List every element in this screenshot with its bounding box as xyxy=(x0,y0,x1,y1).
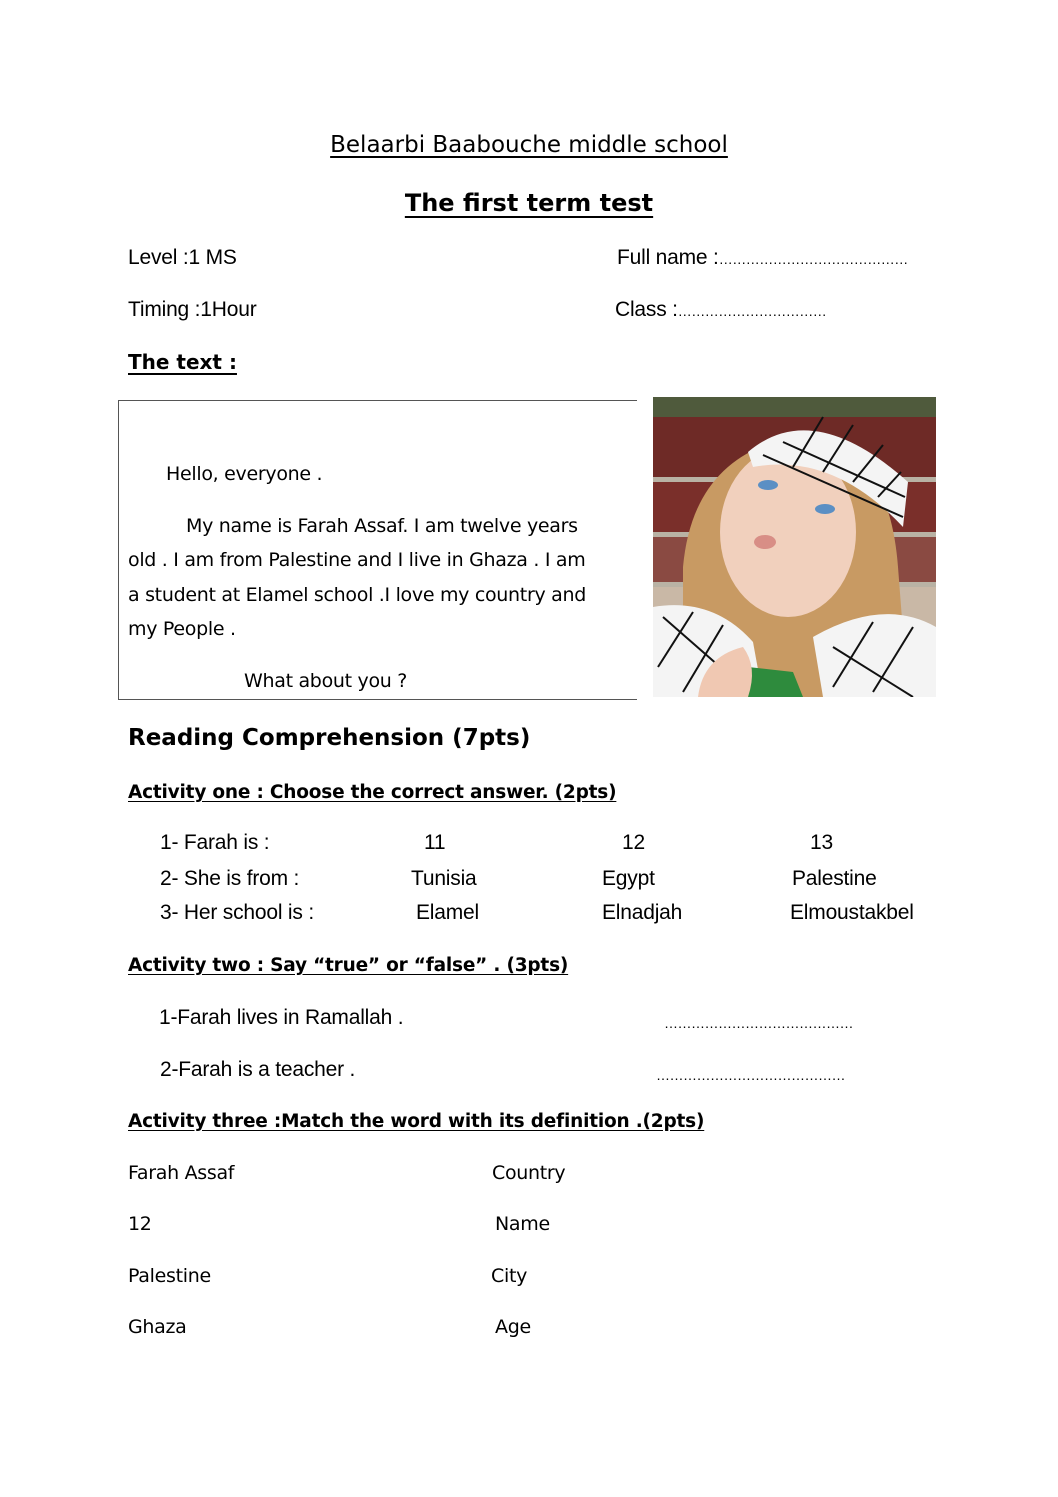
answer-option[interactable]: 11 xyxy=(424,831,446,854)
answer-option[interactable]: Tunisia xyxy=(411,867,477,890)
answer-option[interactable]: Palestine xyxy=(792,867,877,890)
level-label: Level :1 MS xyxy=(128,246,237,269)
statement-text: 2-Farah is a teacher . xyxy=(160,1058,356,1081)
answer-blank[interactable]: …………………………………… xyxy=(664,1015,853,1031)
reading-comprehension-heading: Reading Comprehension (7pts) xyxy=(128,725,531,751)
answer-option[interactable]: Elmoustakbel xyxy=(790,901,914,924)
match-word[interactable]: Ghaza xyxy=(128,1316,187,1338)
full-name-blank[interactable]: …………………………………… xyxy=(718,251,908,267)
answer-blank[interactable]: …………………………………… xyxy=(656,1067,845,1083)
timing-label: Timing :1Hour xyxy=(128,298,257,321)
full-name-field[interactable] xyxy=(617,246,908,270)
activity-one-heading: Activity one : Choose the correct answer. (2pts) xyxy=(128,782,617,803)
text-line-2: old . I am from Palestine and I live in Ghaza . I am xyxy=(128,549,586,571)
match-definition[interactable]: Country xyxy=(492,1162,566,1184)
activity-two-heading: Activity two : Say “true” or “false” . (3pts) xyxy=(128,955,569,976)
girl-photo-image xyxy=(653,397,936,697)
answer-option[interactable]: Elamel xyxy=(416,901,479,924)
question-prompt: 1- Farah is : xyxy=(160,831,270,854)
question-prompt: 2- She is from : xyxy=(160,867,300,890)
class-label: Class : xyxy=(615,298,678,321)
match-word[interactable]: Farah Assaf xyxy=(128,1162,235,1184)
activity-three-heading: Activity three :Match the word with its definition .(2pts) xyxy=(128,1111,705,1132)
text-heading: The text : xyxy=(128,350,237,374)
class-field[interactable] xyxy=(615,298,826,322)
answer-option[interactable]: 13 xyxy=(810,831,833,854)
match-word[interactable]: 12 xyxy=(128,1213,152,1235)
match-definition[interactable]: City xyxy=(491,1265,528,1287)
text-line-3: a student at Elamel school .I love my country and xyxy=(128,584,586,606)
answer-option[interactable]: Egypt xyxy=(602,867,655,890)
match-definition[interactable]: Age xyxy=(495,1316,531,1338)
answer-option[interactable]: Elnadjah xyxy=(602,901,683,924)
question-prompt: 3- Her school is : xyxy=(160,901,314,924)
match-definition[interactable]: Name xyxy=(495,1213,550,1235)
answer-option[interactable]: 12 xyxy=(622,831,645,854)
text-line-4: my People . xyxy=(128,618,236,640)
match-word[interactable]: Palestine xyxy=(128,1265,211,1287)
school-name: Belaarbi Baabouche middle school xyxy=(330,132,728,158)
text-greeting: Hello, everyone . xyxy=(166,463,323,485)
full-name-label: Full name : xyxy=(617,246,719,269)
text-closing: What about you ? xyxy=(244,670,408,692)
test-title: The first term test xyxy=(404,189,654,217)
girl-photo xyxy=(653,397,936,697)
class-blank[interactable]: …………………………… xyxy=(677,303,827,319)
text-line-1: My name is Farah Assaf. I am twelve years xyxy=(186,515,578,537)
statement-text: 1-Farah lives in Ramallah . xyxy=(159,1006,404,1029)
